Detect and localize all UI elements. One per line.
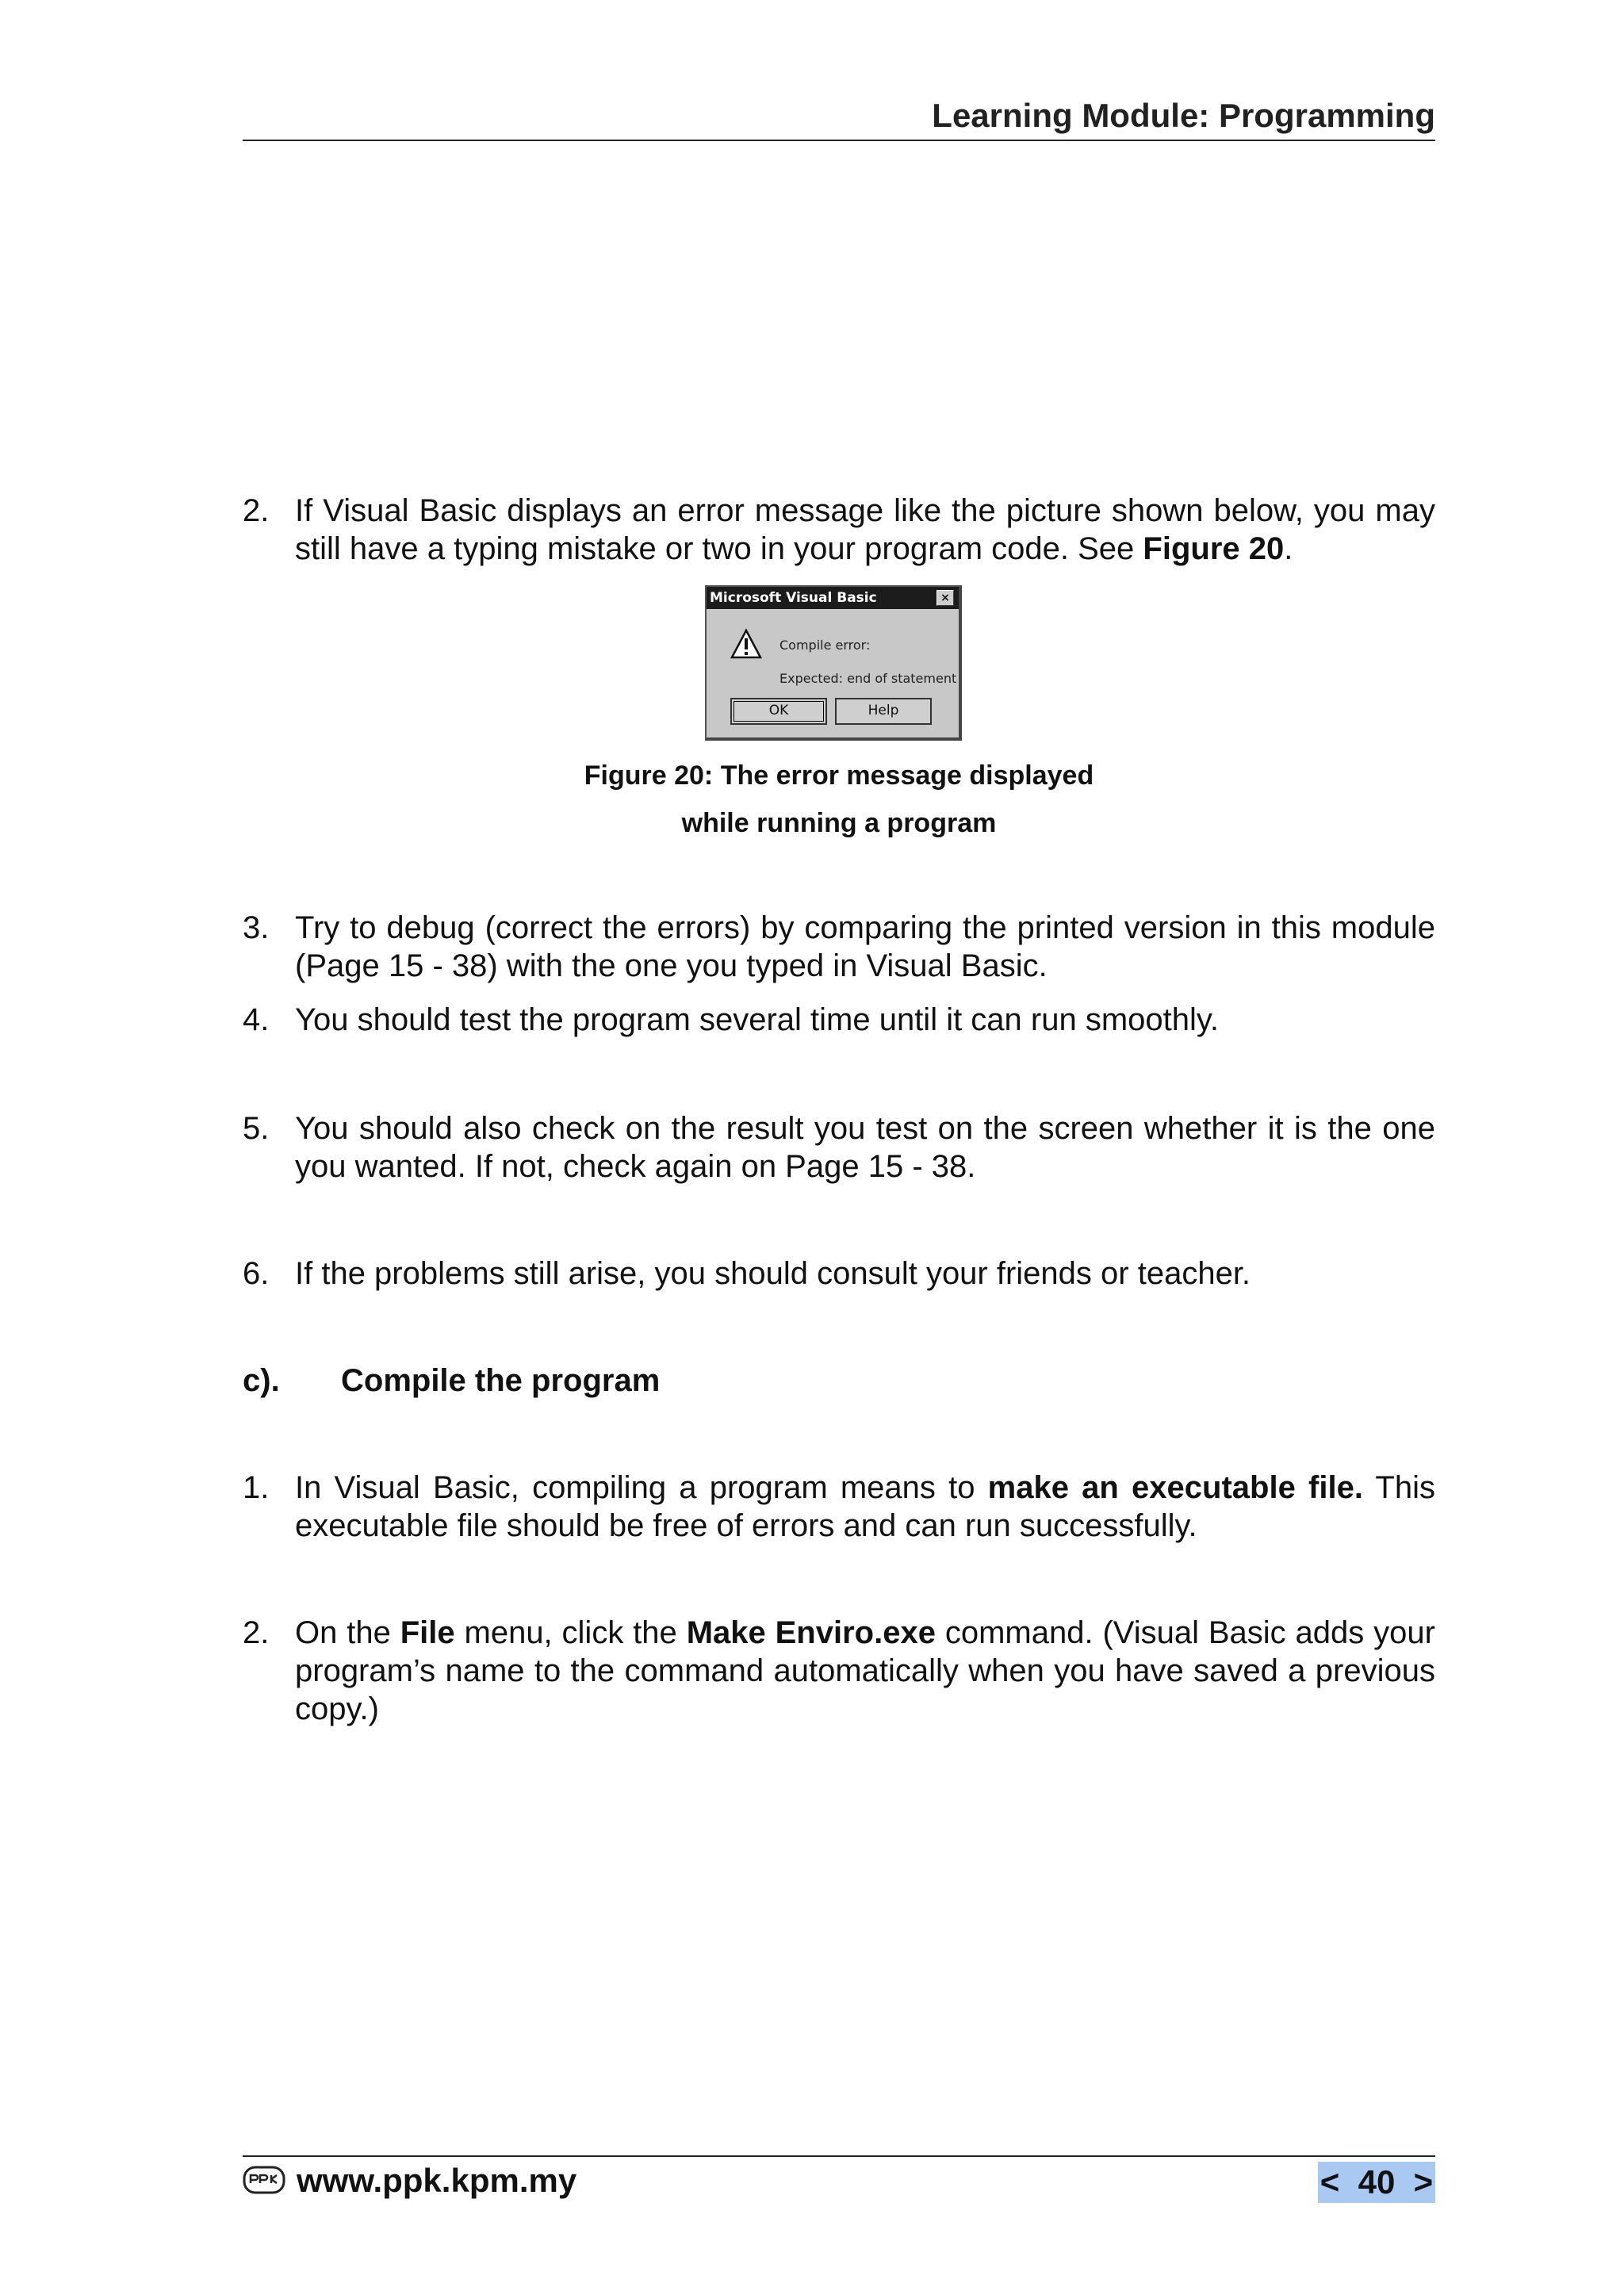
figure-20 [243,585,1435,847]
section-label: c). [243,1363,280,1398]
page-number-badge: < 40 > [1318,2162,1435,2203]
dialog-message-line2: Expected: end of statement [779,671,957,686]
dialog-titlebar [707,587,959,609]
list-number: 2. [243,493,270,528]
ppk-logo-icon [243,2164,289,2197]
text-run: command. (Visual Basic adds your program’s name to the command automatically when you have saved a previous copy.) [295,1615,1435,1726]
header-title: Learning Module: Programming [932,97,1435,134]
list-item [243,1001,1435,1039]
list-item [243,909,1435,985]
section-heading [243,1362,1435,1400]
content [243,492,1435,1728]
list-number: 5. [243,1111,270,1146]
list-text: You should test the program several time until it can run smoothly. [295,1002,1220,1037]
list-text: Try to debug (correct the errors) by comparing the printed version in this module (Page 15 - 38) with the one you typed in Visual Basic. [295,910,1435,983]
caption-line2: while running a program [681,808,997,838]
emphasis: make an executable file. [987,1470,1363,1505]
figure-caption [584,752,1094,847]
command-name: Make Enviro.exe [686,1615,936,1650]
list-item [243,1614,1435,1728]
list-number: 3. [243,910,270,945]
close-icon: × [936,590,954,606]
dialog-message-line1: Compile error: [779,638,871,653]
website-link[interactable]: www.ppk.kpm.my [297,2162,577,2199]
text-run: . [1284,531,1293,566]
header-rule [243,140,1435,141]
list-item [243,492,1435,568]
caption-line1: Figure 20: The error message displayed [584,760,1094,791]
list-item [243,1109,1435,1186]
footer-website [243,2162,576,2200]
text-run: If Visual Basic displays an error message like the picture shown below, you may still have a typing mistake or two in your program code. See [295,493,1435,566]
list-number: 4. [243,1002,270,1037]
list-number: 1. [243,1470,270,1505]
list-text [295,1614,1435,1728]
figure-reference: Figure 20 [1143,531,1285,566]
help-button: Help [835,698,932,725]
footer-rule [243,2155,1435,2157]
text-run: On the [295,1615,400,1650]
list-item [243,1469,1435,1545]
warning-icon [730,628,762,660]
list-text: You should also check on the result you test on the screen whether it is the one you wanted. If not, check again on Page 15 - 38. [295,1111,1435,1184]
list-text [295,1469,1435,1545]
text-run: menu, click the [454,1615,687,1650]
menu-name: File [400,1615,455,1650]
list-text: If the problems still arise, you should consult your friends or teacher. [295,1256,1251,1291]
list-number: 2. [243,1615,270,1650]
text-run: In Visual Basic, compiling a program means to [295,1470,988,1505]
section-title: Compile the program [341,1363,661,1398]
text-run: This executable file should be free of errors and can run successfully. [295,1470,1435,1543]
dialog-title: Microsoft Visual Basic [710,590,877,606]
list-text [295,492,1435,568]
list-number: 6. [243,1256,270,1291]
error-dialog-screenshot [705,585,962,741]
ok-button: OK [730,698,827,725]
list-item [243,1255,1435,1293]
